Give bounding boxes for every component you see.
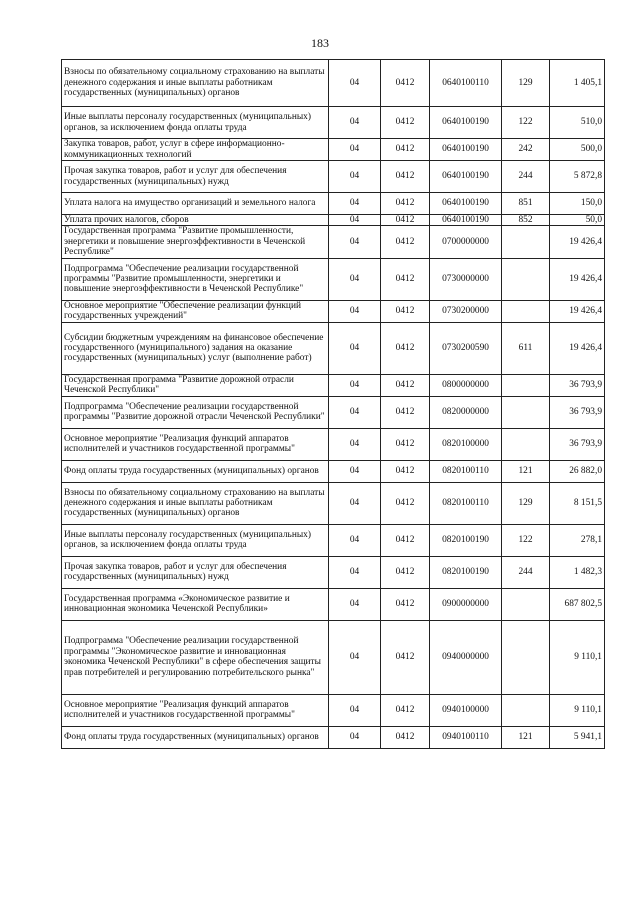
table-row: [62, 139, 605, 161]
row-section-cell: 04: [329, 482, 381, 524]
row-subsection-cell: 0412: [381, 60, 430, 107]
row-expense-type-cell: 244: [502, 556, 550, 588]
row-subsection-cell: 0412: [381, 139, 430, 161]
row-target-code-cell: 0640100190: [430, 215, 502, 226]
table-row: [62, 193, 605, 215]
row-subsection-cell: 0412: [381, 374, 430, 396]
table-row: [62, 396, 605, 428]
row-section-cell: 04: [329, 620, 381, 694]
row-name-cell: Основное мероприятие "Реализация функций аппаратов исполнителей и участников государственной программы": [62, 694, 329, 726]
row-expense-type-cell: 851: [502, 193, 550, 215]
row-subsection-cell: 0412: [381, 694, 430, 726]
row-target-code-cell: 0820100000: [430, 428, 502, 460]
row-expense-type-cell: [502, 226, 550, 258]
row-target-code-cell: 0640100190: [430, 139, 502, 161]
row-section-cell: 04: [329, 226, 381, 258]
row-amount-cell: 8 151,5: [550, 482, 605, 524]
row-name-cell: Основное мероприятие "Обеспечение реализации функций государственных учреждений": [62, 300, 329, 322]
row-amount-cell: 36 793,9: [550, 428, 605, 460]
row-subsection-cell: 0412: [381, 482, 430, 524]
table-row: [62, 258, 605, 300]
row-target-code-cell: 0820100110: [430, 482, 502, 524]
row-target-code-cell: 0730200590: [430, 322, 502, 374]
row-subsection-cell: 0412: [381, 620, 430, 694]
table-row: [62, 620, 605, 694]
row-subsection-cell: 0412: [381, 226, 430, 258]
row-expense-type-cell: 121: [502, 726, 550, 748]
row-subsection-cell: 0412: [381, 524, 430, 556]
table-row: [62, 226, 605, 258]
row-name-cell: Прочая закупка товаров, работ и услуг для обеспечения государственных (муниципальных) нужд: [62, 161, 329, 193]
row-target-code-cell: 0730000000: [430, 258, 502, 300]
row-subsection-cell: 0412: [381, 588, 430, 620]
row-amount-cell: 9 110,1: [550, 694, 605, 726]
row-expense-type-cell: 244: [502, 161, 550, 193]
row-amount-cell: 26 882,0: [550, 460, 605, 482]
row-name-cell: Подпрограмма "Обеспечение реализации государственной программы "Экономическое развитие и инновационная экономика Чеченской Республики" в сфере обеспечения защиты прав потребителей и регулированию потребительского рынка": [62, 620, 329, 694]
row-name-cell: Уплата прочих налогов, сборов: [62, 215, 329, 226]
row-target-code-cell: 0820000000: [430, 396, 502, 428]
row-target-code-cell: 0820100190: [430, 556, 502, 588]
row-subsection-cell: 0412: [381, 428, 430, 460]
table-row: [62, 300, 605, 322]
row-amount-cell: 510,0: [550, 107, 605, 139]
row-section-cell: 04: [329, 107, 381, 139]
table-row: [62, 588, 605, 620]
row-subsection-cell: 0412: [381, 258, 430, 300]
row-amount-cell: 1 405,1: [550, 60, 605, 107]
row-target-code-cell: 0900000000: [430, 588, 502, 620]
row-amount-cell: 36 793,9: [550, 396, 605, 428]
row-target-code-cell: 0820100110: [430, 460, 502, 482]
row-section-cell: 04: [329, 139, 381, 161]
row-target-code-cell: 0640100190: [430, 161, 502, 193]
row-amount-cell: 150,0: [550, 193, 605, 215]
row-subsection-cell: 0412: [381, 300, 430, 322]
row-subsection-cell: 0412: [381, 460, 430, 482]
row-section-cell: 04: [329, 215, 381, 226]
row-name-cell: Взносы по обязательному социальному страхованию на выплаты денежного содержания и иные выплаты работникам государственных (муниципальных) органов: [62, 60, 329, 107]
table-row: [62, 428, 605, 460]
row-name-cell: Фонд оплаты труда государственных (муниципальных) органов: [62, 726, 329, 748]
row-section-cell: 04: [329, 60, 381, 107]
row-amount-cell: 19 426,4: [550, 322, 605, 374]
row-amount-cell: 9 110,1: [550, 620, 605, 694]
row-section-cell: 04: [329, 524, 381, 556]
row-name-cell: Иные выплаты персоналу государственных (муниципальных) органов, за исключением фонда оплаты труда: [62, 107, 329, 139]
row-target-code-cell: 0940100110: [430, 726, 502, 748]
row-section-cell: 04: [329, 460, 381, 482]
row-section-cell: 04: [329, 161, 381, 193]
row-target-code-cell: 0640100110: [430, 60, 502, 107]
table-row: [62, 60, 605, 107]
row-expense-type-cell: [502, 428, 550, 460]
row-section-cell: 04: [329, 374, 381, 396]
row-section-cell: 04: [329, 193, 381, 215]
row-amount-cell: 1 482,3: [550, 556, 605, 588]
row-target-code-cell: 0730200000: [430, 300, 502, 322]
row-section-cell: 04: [329, 300, 381, 322]
row-expense-type-cell: [502, 694, 550, 726]
row-name-cell: Закупка товаров, работ, услуг в сфере информационно-коммуникационных технологий: [62, 139, 329, 161]
row-expense-type-cell: 852: [502, 215, 550, 226]
row-section-cell: 04: [329, 588, 381, 620]
row-name-cell: Подпрограмма "Обеспечение реализации государственной программы "Развитие промышленности, энергетики и повышение энергоэффективности в Чеченской Республике": [62, 258, 329, 300]
row-name-cell: Уплата налога на имущество организаций и земельного налога: [62, 193, 329, 215]
row-expense-type-cell: 242: [502, 139, 550, 161]
row-section-cell: 04: [329, 556, 381, 588]
table-row: [62, 482, 605, 524]
row-target-code-cell: 0640100190: [430, 193, 502, 215]
row-target-code-cell: 0640100190: [430, 107, 502, 139]
table-row: [62, 556, 605, 588]
row-target-code-cell: 0820100190: [430, 524, 502, 556]
row-expense-type-cell: 129: [502, 60, 550, 107]
row-section-cell: 04: [329, 428, 381, 460]
row-name-cell: Основное мероприятие "Реализация функций аппаратов исполнителей и участников государственной программы": [62, 428, 329, 460]
row-amount-cell: 687 802,5: [550, 588, 605, 620]
row-name-cell: Фонд оплаты труда государственных (муниципальных) органов: [62, 460, 329, 482]
row-expense-type-cell: 122: [502, 524, 550, 556]
table-row: [62, 726, 605, 748]
row-expense-type-cell: [502, 588, 550, 620]
row-expense-type-cell: 129: [502, 482, 550, 524]
row-subsection-cell: 0412: [381, 215, 430, 226]
row-target-code-cell: 0800000000: [430, 374, 502, 396]
row-subsection-cell: 0412: [381, 556, 430, 588]
row-expense-type-cell: 122: [502, 107, 550, 139]
row-section-cell: 04: [329, 322, 381, 374]
budget-table-body: [62, 60, 605, 749]
row-expense-type-cell: [502, 620, 550, 694]
row-subsection-cell: 0412: [381, 107, 430, 139]
table-row: [62, 161, 605, 193]
table-row: [62, 524, 605, 556]
row-name-cell: Субсидии бюджетным учреждениям на финансовое обеспечение государственного (муниципального) задания на оказание государственных (муниципальных) услуг (выполнение работ): [62, 322, 329, 374]
row-name-cell: Государственная программа "Развитие промышленности, энергетики и повышение энергоэффективности в Чеченской Республике": [62, 226, 329, 258]
table-row: [62, 374, 605, 396]
row-expense-type-cell: [502, 300, 550, 322]
row-name-cell: Подпрограмма "Обеспечение реализации государственной программы "Развитие дорожной отрасли Чеченской Республики": [62, 396, 329, 428]
row-amount-cell: 500,0: [550, 139, 605, 161]
row-amount-cell: 50,0: [550, 215, 605, 226]
row-amount-cell: 5 941,1: [550, 726, 605, 748]
row-name-cell: Иные выплаты персоналу государственных (муниципальных) органов, за исключением фонда оплаты труда: [62, 524, 329, 556]
row-amount-cell: 19 426,4: [550, 258, 605, 300]
row-expense-type-cell: [502, 258, 550, 300]
table-row: [62, 107, 605, 139]
budget-table: [61, 59, 605, 749]
row-target-code-cell: 0940000000: [430, 620, 502, 694]
row-expense-type-cell: 121: [502, 460, 550, 482]
row-name-cell: Государственная программа "Развитие дорожной отрасли Чеченской Республики": [62, 374, 329, 396]
row-expense-type-cell: 611: [502, 322, 550, 374]
row-section-cell: 04: [329, 258, 381, 300]
row-amount-cell: 5 872,8: [550, 161, 605, 193]
row-target-code-cell: 0940100000: [430, 694, 502, 726]
row-amount-cell: 278,1: [550, 524, 605, 556]
row-expense-type-cell: [502, 374, 550, 396]
row-section-cell: 04: [329, 694, 381, 726]
row-subsection-cell: 0412: [381, 396, 430, 428]
row-subsection-cell: 0412: [381, 193, 430, 215]
row-subsection-cell: 0412: [381, 322, 430, 374]
row-section-cell: 04: [329, 396, 381, 428]
row-expense-type-cell: [502, 396, 550, 428]
table-row: [62, 215, 605, 226]
row-section-cell: 04: [329, 726, 381, 748]
row-name-cell: Прочая закупка товаров, работ и услуг для обеспечения государственных (муниципальных) нужд: [62, 556, 329, 588]
table-row: [62, 460, 605, 482]
row-subsection-cell: 0412: [381, 161, 430, 193]
row-amount-cell: 19 426,4: [550, 226, 605, 258]
row-name-cell: Взносы по обязательному социальному страхованию на выплаты денежного содержания и иные выплаты работникам государственных (муниципальных) органов: [62, 482, 329, 524]
table-row: [62, 694, 605, 726]
row-name-cell: Государственная программа «Экономическое развитие и инновационная экономика Чеченской Республики»: [62, 588, 329, 620]
table-row: [62, 322, 605, 374]
row-amount-cell: 19 426,4: [550, 300, 605, 322]
row-target-code-cell: 0700000000: [430, 226, 502, 258]
page-number: 183: [311, 36, 329, 50]
row-amount-cell: 36 793,9: [550, 374, 605, 396]
row-subsection-cell: 0412: [381, 726, 430, 748]
